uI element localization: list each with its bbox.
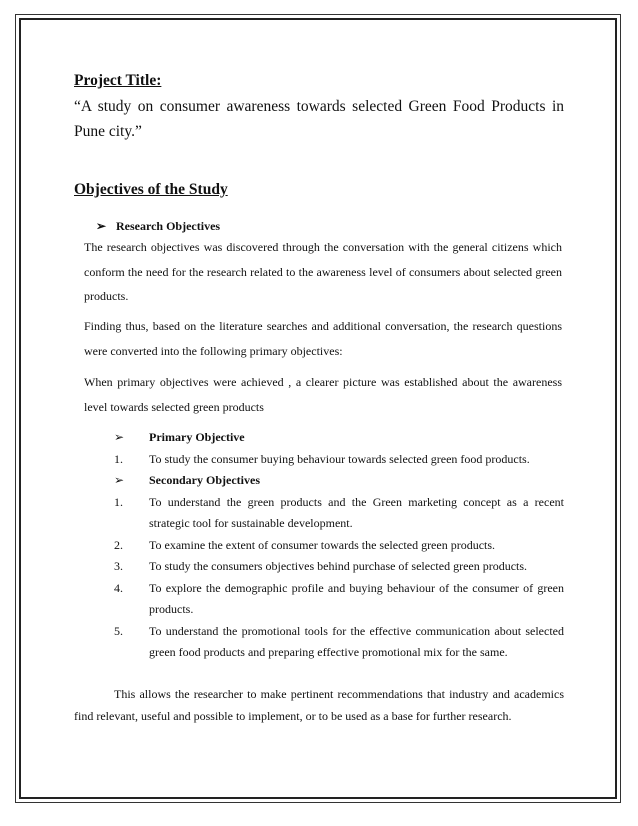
item-number: 2. (114, 537, 123, 552)
item-text: To understand the green products and the Green marketing concept as a recent strategic tool for sustainable development. (149, 494, 564, 530)
item-text: To study the consumers objectives behind purchase of selected green products. (149, 559, 528, 573)
paragraph-1: The research objectives was discovered through the conversation with the general citizens which conform the need for the research related to the awareness level of consumers about selected green products. (84, 240, 562, 303)
paragraph-3: When primary objectives were achieved , a clearer picture was established about the awareness level towards selected green products (84, 375, 562, 414)
objectives-list (114, 427, 564, 664)
item-number: 1. (114, 451, 123, 466)
primary-objective-header (114, 427, 564, 449)
item-text: To examine the extent of consumer towards the selected green products. (149, 537, 496, 552)
list-item (114, 535, 564, 557)
item-text: To study the consumer buying behaviour towards selected green food products. (149, 451, 530, 466)
project-title-label: Project Title: (74, 72, 162, 89)
list-item (114, 492, 564, 535)
paragraph-2: Finding thus, based on the literature searches and additional conversation, the research questions were converted into the following primary objectives: (84, 319, 562, 358)
arrow-bullet-icon: ➢ (114, 473, 125, 487)
item-text: To explore the demographic profile and buying behaviour of the consumer of green products. (149, 580, 564, 616)
research-objectives-bullet (96, 219, 220, 234)
closing-paragraph: This allows the researcher to make pertinent recommendations that industry and academics find relevant, useful and possible to implement, or to be used as a base for further research. (74, 687, 564, 723)
document-body (74, 72, 564, 723)
arrow-bullet-icon: ➢ (96, 219, 107, 233)
secondary-objective-label: Secondary Objectives (149, 473, 260, 487)
objectives-heading: Objectives of the Study (74, 181, 228, 198)
item-number: 3. (114, 559, 123, 573)
item-number: 4. (114, 580, 123, 595)
list-item (114, 556, 564, 578)
item-number: 1. (114, 494, 123, 509)
list-item (114, 621, 564, 664)
list-item (114, 578, 564, 621)
item-number: 5. (114, 623, 123, 638)
item-text: To understand the promotional tools for the effective communication about selected green food products and preparing effective promotional mix for the same. (149, 623, 564, 659)
arrow-bullet-icon: ➢ (114, 430, 125, 444)
research-objectives-label: Research Objectives (116, 219, 221, 233)
list-item (114, 449, 564, 471)
primary-objective-label: Primary Objective (149, 430, 245, 444)
project-title-text: “A study on consumer awareness towards selected Green Food Products in Pune city.” (74, 98, 564, 140)
secondary-objective-header (114, 470, 564, 492)
